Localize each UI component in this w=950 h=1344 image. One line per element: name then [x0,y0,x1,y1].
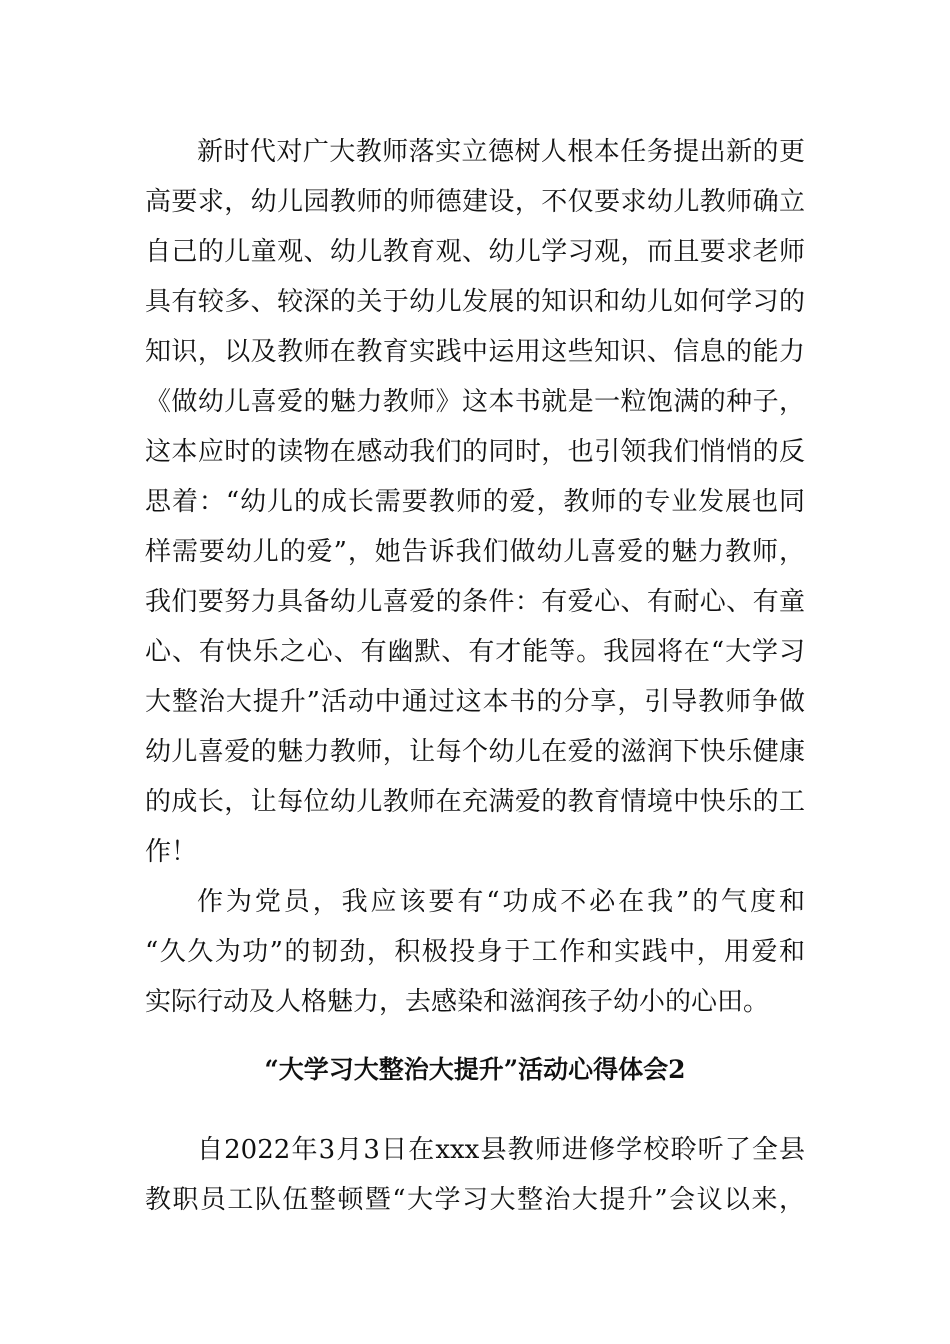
paragraph-1-line-10: 我们要努力具备幼儿喜爱的条件：有爱心、有耐心、有童 [145,587,805,617]
paragraph-1-line-14: 的成长，让每位幼儿教师在充满爱的教育情境中快乐的工 [145,787,805,817]
paragraph-1-line-4: 具有较多、较深的关于幼儿发展的知识和幼儿如何学习的 [145,287,805,317]
paragraph-1-line-11: 心、有快乐之心、有幽默、有才能等。我园将在“大学习 [145,637,805,667]
paragraph-2-line-1: 作为党员，我应该要有“功成不必在我”的气度和 [197,887,805,917]
paragraph-2-line-2: “久久为功”的韧劲，积极投身于工作和实践中，用爱和 [145,937,805,967]
paragraph-1-line-9: 样需要幼儿的爱”，她告诉我们做幼儿喜爱的魅力教师， [145,537,805,567]
paragraph-1-line-2: 高要求，幼儿园教师的师德建设，不仅要求幼儿教师确立 [145,187,805,217]
paragraph-1-line-5: 知识，以及教师在教育实践中运用这些知识、信息的能力 [145,337,805,367]
paragraph-2-line-3: 实际行动及人格魅力，去感染和滋润孩子幼小的心田。 [145,987,770,1017]
paragraph-1-line-7: 这本应时的读物在感动我们的同时，也引领我们悄悄的反 [145,437,805,467]
paragraph-1-line-15: 作！ [145,837,198,867]
paragraph-1-line-13: 幼儿喜爱的魅力教师，让每个幼儿在爱的滋润下快乐健康 [145,737,805,767]
paragraph-1-line-6: 《做幼儿喜爱的魅力教师》这本书就是一粒饱满的种子， [145,387,805,417]
paragraph-1-line-3: 自己的儿童观、幼儿教育观、幼儿学习观，而且要求老师 [145,237,805,267]
paragraph-1-line-8: 思着：“幼儿的成长需要教师的爱，教师的专业发展也同 [145,487,805,517]
paragraph-3-line-2: 教职员工队伍整顿暨“大学习大整治大提升”会议以来， [145,1185,805,1215]
paragraph-1-line-1: 新时代对广大教师落实立德树人根本任务提出新的更 [197,137,805,167]
paragraph-3-line-1: 自2022年3月3日在xxx县教师进修学校聆听了全县 [197,1135,805,1165]
paragraph-1-line-12: 大整治大提升”活动中通过这本书的分享，引导教师争做 [145,687,805,717]
section-heading: “大学习大整治大提升”活动心得体会2 [264,1055,686,1084]
